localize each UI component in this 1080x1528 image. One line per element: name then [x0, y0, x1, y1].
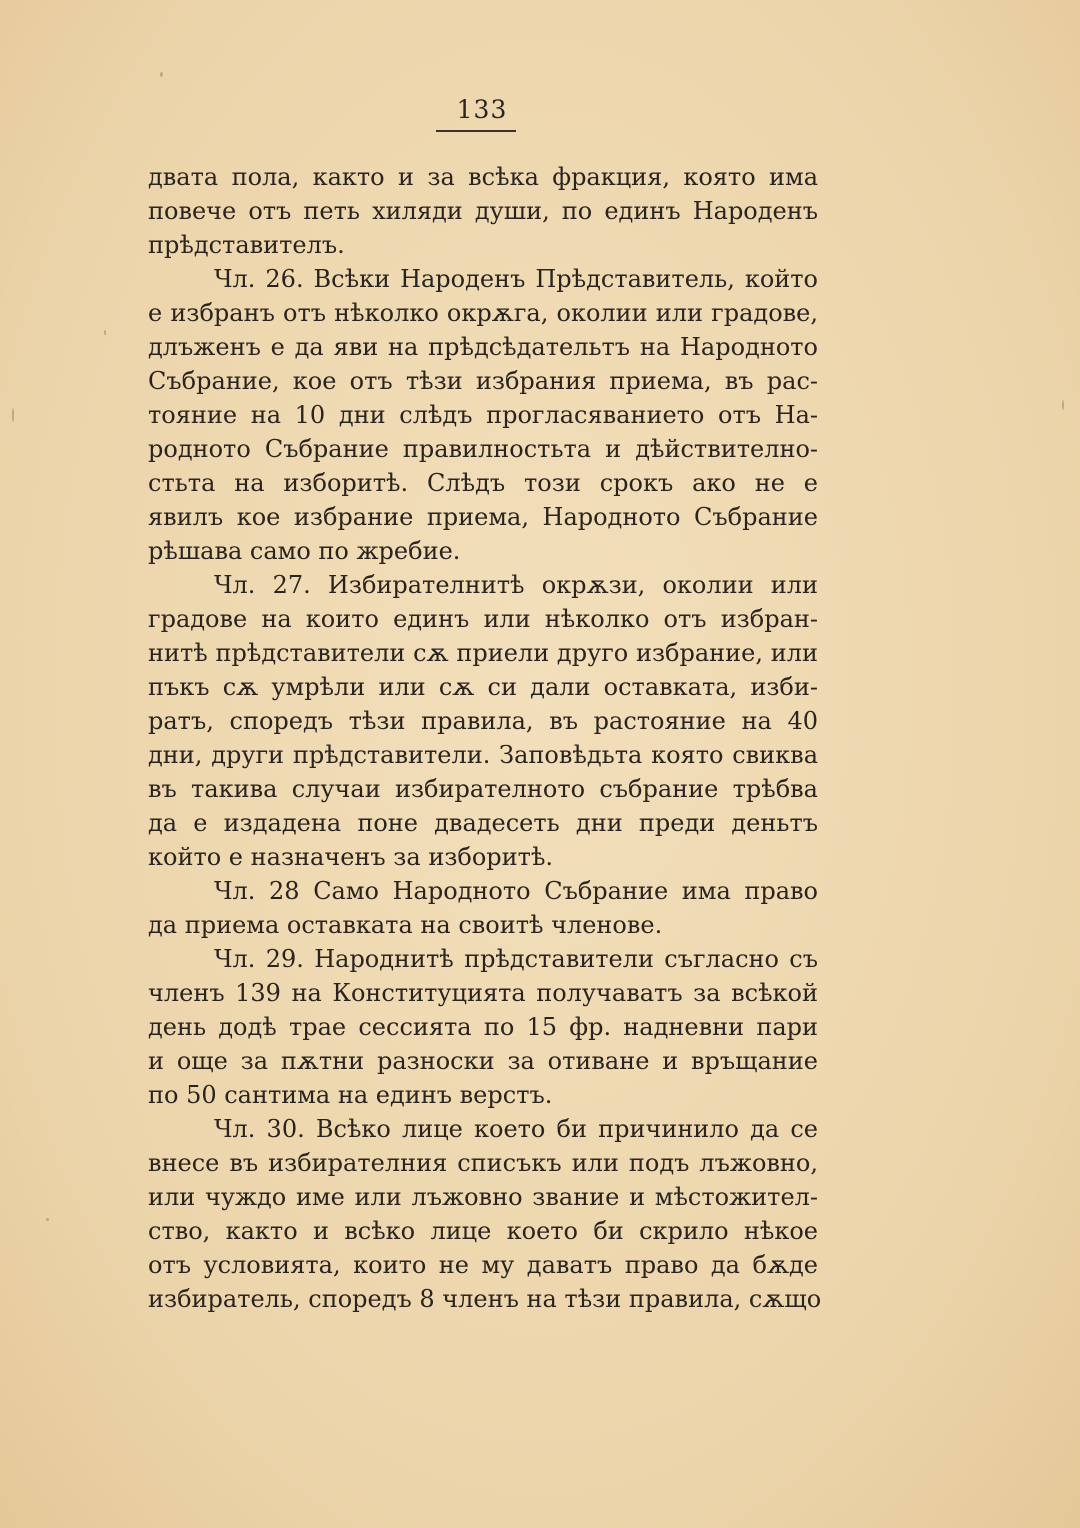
text-line: внесе въ избирателния списъкъ или подъ лъжовно,: [148, 1149, 818, 1177]
article-27-heading-line: Чл. 27. Избирателнитѣ окрѫзи, околии или: [214, 571, 818, 599]
body-text: [148, 160, 822, 1316]
text-line: и още за пѫтни разноски за отиване и връщание: [148, 1047, 818, 1075]
text-line: ратъ, споредъ тѣзи правила, въ растояние на 40: [148, 707, 818, 735]
text-line: който е назначенъ за изборитѣ.: [148, 843, 554, 871]
article-26-heading-line: Чл. 26. Всѣки Народенъ Прѣдставитель, който: [214, 265, 818, 293]
article-28-heading-line: Чл. 28 Само Народното Събрание има право: [214, 877, 818, 905]
page-number-rule: [436, 130, 516, 132]
text-line: повече отъ петь хиляди души, по единъ Народенъ: [148, 197, 818, 225]
text-line: двата пола, както и за всѣка фракция, която има: [148, 163, 818, 191]
text-line: по 50 сантима на единъ верстъ.: [148, 1081, 553, 1109]
text-line: градове на които единъ или нѣколко отъ избран-: [148, 605, 818, 633]
paper-speck: [46, 1218, 49, 1221]
text-line: тояние на 10 дни слѣдъ прогласяванието отъ На-: [148, 401, 818, 429]
text-line: отъ условията, които не му даватъ право да бѫде: [148, 1251, 818, 1279]
text-line: дни, други прѣдставители. Заповѣдьта която свиква: [148, 741, 818, 769]
text-line: прѣдставителъ.: [148, 231, 345, 259]
paper-speck: [160, 72, 163, 77]
text-line: рѣшава само по жребие.: [148, 537, 461, 565]
text-line: да е издадена поне двадесеть дни преди деньтъ: [148, 809, 818, 837]
paper-speck: [1062, 400, 1064, 410]
text-line: въ такива случаи избирателното събрание трѣбва: [148, 775, 818, 803]
paper-speck: [12, 408, 14, 422]
text-line: родното Събрание правилностьта и дѣйствително-: [148, 435, 818, 463]
text-line: е избранъ отъ нѣколко окрѫга, околии или градове,: [148, 299, 818, 327]
text-line: длъженъ е да яви на прѣдсѣдательтъ на Народното: [148, 333, 818, 361]
text-line: или чуждо име или лъжовно звание и мѣстожител-: [148, 1183, 818, 1211]
paper-speck: [104, 330, 106, 335]
text-line: членъ 139 на Конституцията получаватъ за всѣкой: [148, 979, 818, 1007]
text-line: Събрание, кое отъ тѣзи избрания приема, въ рас-: [148, 367, 818, 395]
text-line: день додѣ трае сессията по 15 фр. надневни пари: [148, 1013, 818, 1041]
text-line: да приема оставката на своитѣ членове.: [148, 911, 663, 939]
text-line: явилъ кое избрание приема, Народното Събрание: [148, 503, 818, 531]
page-number: 133: [456, 95, 508, 124]
text-line: ство, както и всѣко лице което би скрило нѣкое: [148, 1217, 818, 1245]
text-line: стьта на изборитѣ. Слѣдъ този срокъ ако не е: [148, 469, 818, 497]
text-line: избиратель, споредъ 8 членъ на тѣзи правила, сѫщо: [148, 1285, 822, 1313]
article-30-heading-line: Чл. 30. Всѣко лице което би причинило да се: [214, 1115, 818, 1143]
text-line: пъкъ сѫ умрѣли или сѫ си дали оставката, изби-: [148, 673, 818, 701]
text-line: нитѣ прѣдставители сѫ приели друго избрание, или: [148, 639, 818, 667]
article-29-heading-line: Чл. 29. Народнитѣ прѣдставители съгласно съ: [214, 945, 818, 973]
